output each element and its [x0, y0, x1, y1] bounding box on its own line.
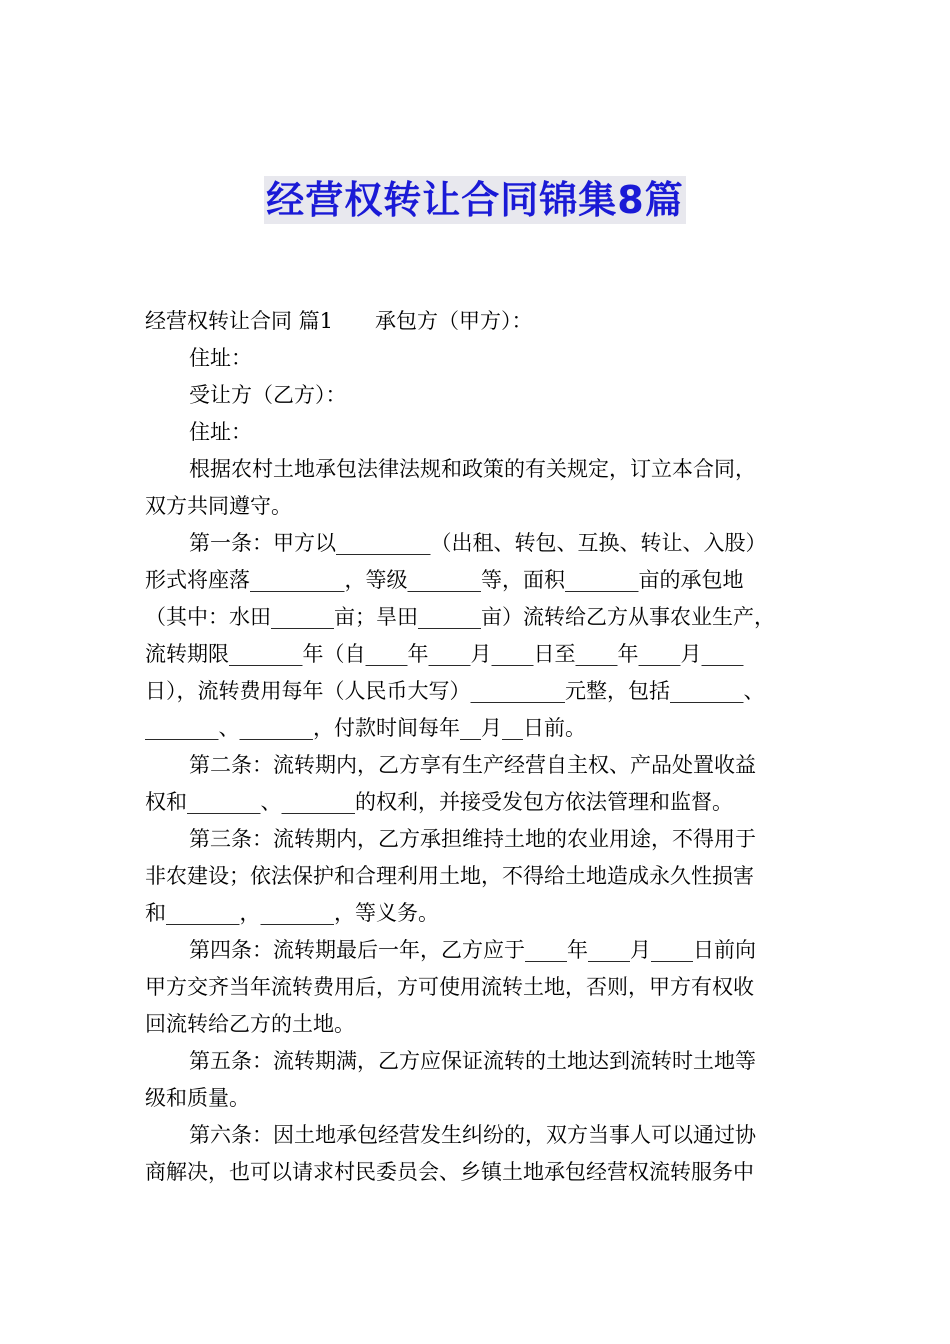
paragraph-line: 住址：	[189, 346, 252, 370]
paragraph-line: 第二条：流转期内，乙方享有生产经营自主权、产品处置收益	[189, 753, 756, 777]
paragraph-line: 流转期限_______年（自____年____月____日至____年____月____	[145, 642, 744, 666]
paragraph-line: 根据农村土地承包法律法规和政策的有关规定，订立本合同，	[189, 457, 756, 481]
paragraph-line: 受让方（乙方）：	[189, 383, 347, 407]
paragraph-line: 级和质量。	[145, 1086, 250, 1110]
paragraph-line: 商解决，也可以请求村民委员会、乡镇土地承包经营权流转服务中	[145, 1160, 754, 1184]
paragraph-line: 第五条：流转期满，乙方应保证流转的土地达到流转时土地等	[189, 1049, 756, 1073]
party-a-label: 承包方（甲方）：	[375, 309, 533, 333]
paragraph-line: 非农建设；依法保护和合理利用土地，不得给土地造成永久性损害	[145, 864, 754, 888]
paragraph-line: _______、_______，付款时间每年__月__日前。	[145, 716, 586, 740]
document-body	[145, 303, 810, 1191]
paragraph-line: 和_______，_______，等义务。	[145, 901, 439, 925]
paragraph-line: 第三条：流转期内，乙方承担维持土地的农业用途，不得用于	[189, 827, 756, 851]
title-container	[0, 176, 950, 224]
paragraph-line: 第四条：流转期最后一年，乙方应于____年____月____日前向	[189, 938, 756, 962]
document-title: 经营权转让合同锦集8篇	[266, 178, 684, 222]
paragraph-line: 双方共同遵守。	[145, 494, 292, 518]
paragraph-line: 日），流转费用每年（人民币大写）_________元整，包括_______、	[145, 679, 765, 703]
paragraph-line	[145, 303, 810, 340]
contract-heading: 经营权转让合同 篇1	[145, 309, 334, 333]
paragraph-line: （其中：水田______亩；旱田______亩）流转给乙方从事农业生产，	[145, 605, 775, 629]
paragraph-line: 权和_______、_______的权利，并接受发包方依法管理和监督。	[145, 790, 733, 814]
paragraph-line: 回流转给乙方的土地。	[145, 1012, 355, 1036]
paragraph-line: 第六条：因土地承包经营发生纠纷的，双方当事人可以通过协	[189, 1123, 756, 1147]
paragraph-line: 住址：	[189, 420, 252, 444]
paragraph-line: 形式将座落_________，等级_______等，面积_______亩的承包地	[145, 568, 744, 592]
paragraph-line: 甲方交齐当年流转费用后，方可使用流转土地，否则，甲方有权收	[145, 975, 754, 999]
paragraph-line: 第一条：甲方以_________（出租、转包、互换、转让、入股）	[189, 531, 767, 555]
